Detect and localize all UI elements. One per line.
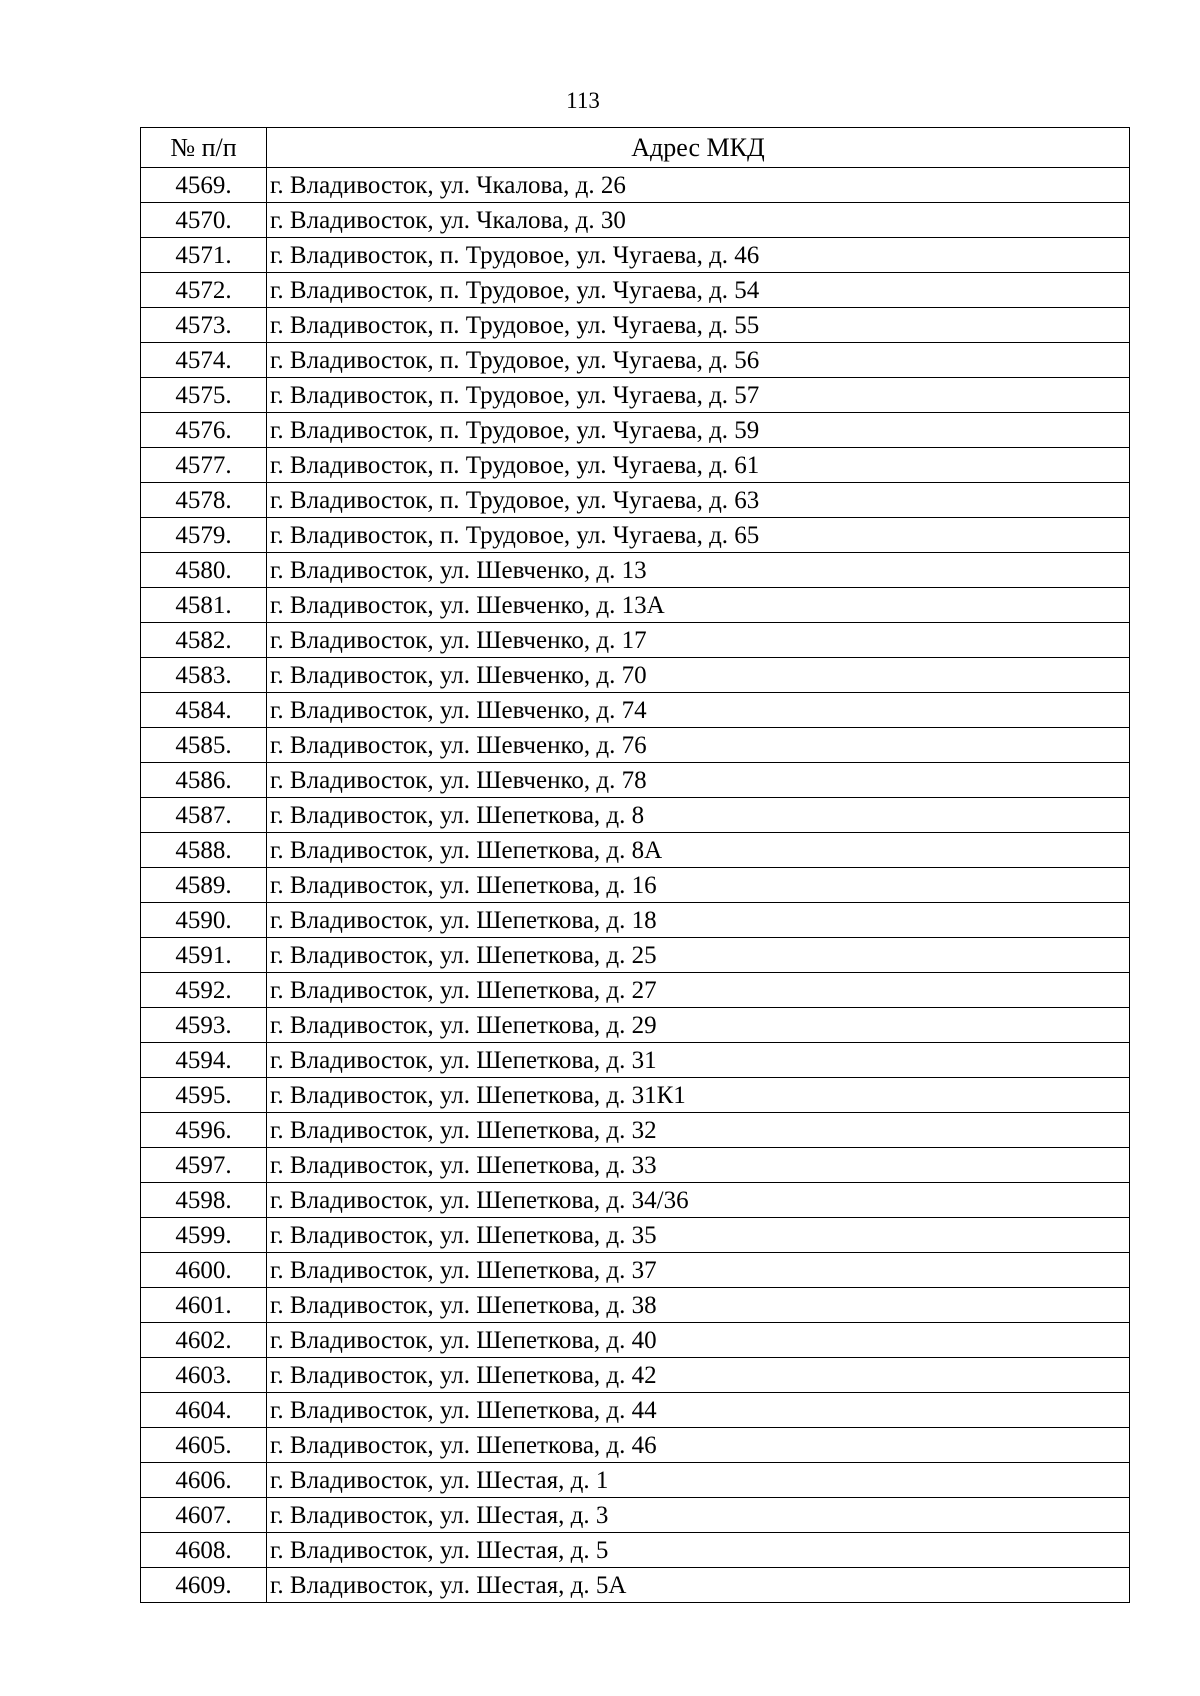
row-address: г. Владивосток, ул. Шепеткова, д. 46 [267, 1428, 1130, 1463]
row-number: 4578. [141, 483, 267, 518]
table-header-row [141, 128, 1130, 168]
row-number: 4570. [141, 203, 267, 238]
row-number: 4586. [141, 763, 267, 798]
row-number: 4581. [141, 588, 267, 623]
table-row [141, 1498, 1130, 1533]
row-address: г. Владивосток, ул. Шепеткова, д. 31К1 [267, 1078, 1130, 1113]
row-address: г. Владивосток, ул. Шевченко, д. 13 [267, 553, 1130, 588]
table-row [141, 868, 1130, 903]
table-row [141, 1043, 1130, 1078]
row-number: 4575. [141, 378, 267, 413]
row-number: 4580. [141, 553, 267, 588]
table-row [141, 1393, 1130, 1428]
table-row [141, 798, 1130, 833]
row-address: г. Владивосток, ул. Шевченко, д. 13А [267, 588, 1130, 623]
row-address: г. Владивосток, ул. Шестая, д. 5 [267, 1533, 1130, 1568]
page-number: 113 [566, 88, 600, 113]
table-header [141, 128, 1130, 168]
table-row [141, 623, 1130, 658]
row-number: 4587. [141, 798, 267, 833]
row-number: 4572. [141, 273, 267, 308]
row-number: 4576. [141, 413, 267, 448]
table-row [141, 903, 1130, 938]
row-number: 4582. [141, 623, 267, 658]
table-row [141, 833, 1130, 868]
row-address: г. Владивосток, п. Трудовое, ул. Чугаева, д. 59 [267, 413, 1130, 448]
row-number: 4569. [141, 168, 267, 203]
row-address: г. Владивосток, ул. Чкалова, д. 30 [267, 203, 1130, 238]
row-number: 4608. [141, 1533, 267, 1568]
row-address: г. Владивосток, ул. Шепеткова, д. 33 [267, 1148, 1130, 1183]
row-number: 4604. [141, 1393, 267, 1428]
table-row [141, 1533, 1130, 1568]
row-number: 4602. [141, 1323, 267, 1358]
row-address: г. Владивосток, ул. Шевченко, д. 74 [267, 693, 1130, 728]
table-row [141, 588, 1130, 623]
row-number: 4574. [141, 343, 267, 378]
table-row [141, 693, 1130, 728]
row-number: 4594. [141, 1043, 267, 1078]
table-row [141, 483, 1130, 518]
row-number: 4607. [141, 1498, 267, 1533]
row-address: г. Владивосток, ул. Шевченко, д. 70 [267, 658, 1130, 693]
table-row [141, 448, 1130, 483]
table-row [141, 728, 1130, 763]
column-header-number: № п/п [141, 128, 267, 168]
row-number: 4606. [141, 1463, 267, 1498]
row-address: г. Владивосток, ул. Шепеткова, д. 32 [267, 1113, 1130, 1148]
table-row [141, 1463, 1130, 1498]
row-number: 4589. [141, 868, 267, 903]
table-row [141, 518, 1130, 553]
table-body [141, 168, 1130, 1603]
table-row [141, 1323, 1130, 1358]
row-address: г. Владивосток, ул. Шепеткова, д. 29 [267, 1008, 1130, 1043]
row-address: г. Владивосток, ул. Шепеткова, д. 31 [267, 1043, 1130, 1078]
row-number: 4571. [141, 238, 267, 273]
row-address: г. Владивосток, ул. Чкалова, д. 26 [267, 168, 1130, 203]
row-address: г. Владивосток, п. Трудовое, ул. Чугаева, д. 63 [267, 483, 1130, 518]
table-row [141, 1148, 1130, 1183]
row-number: 4609. [141, 1568, 267, 1603]
row-number: 4592. [141, 973, 267, 1008]
row-address: г. Владивосток, ул. Шепеткова, д. 42 [267, 1358, 1130, 1393]
row-address: г. Владивосток, п. Трудовое, ул. Чугаева, д. 46 [267, 238, 1130, 273]
table-row [141, 273, 1130, 308]
table-row [141, 1008, 1130, 1043]
row-number: 4591. [141, 938, 267, 973]
table-row [141, 238, 1130, 273]
row-number: 4593. [141, 1008, 267, 1043]
table-row [141, 203, 1130, 238]
row-address: г. Владивосток, ул. Шепеткова, д. 25 [267, 938, 1130, 973]
table-row [141, 938, 1130, 973]
row-number: 4598. [141, 1183, 267, 1218]
row-address: г. Владивосток, п. Трудовое, ул. Чугаева, д. 61 [267, 448, 1130, 483]
row-number: 4595. [141, 1078, 267, 1113]
row-number: 4600. [141, 1253, 267, 1288]
row-address: г. Владивосток, ул. Шевченко, д. 78 [267, 763, 1130, 798]
row-number: 4588. [141, 833, 267, 868]
row-address: г. Владивосток, п. Трудовое, ул. Чугаева, д. 65 [267, 518, 1130, 553]
table-row [141, 343, 1130, 378]
mkd-address-table [140, 127, 1130, 1603]
table-row [141, 658, 1130, 693]
table-row [141, 308, 1130, 343]
row-address: г. Владивосток, ул. Шепеткова, д. 8 [267, 798, 1130, 833]
table-row [141, 168, 1130, 203]
table-row [141, 413, 1130, 448]
row-address: г. Владивосток, ул. Шепеткова, д. 44 [267, 1393, 1130, 1428]
row-address: г. Владивосток, ул. Шепеткова, д. 27 [267, 973, 1130, 1008]
row-number: 4597. [141, 1148, 267, 1183]
page-number-container [0, 86, 1200, 116]
table-row [141, 1183, 1130, 1218]
table-row [141, 1253, 1130, 1288]
table-row [141, 378, 1130, 413]
row-number: 4596. [141, 1113, 267, 1148]
row-address: г. Владивосток, п. Трудовое, ул. Чугаева, д. 55 [267, 308, 1130, 343]
row-address: г. Владивосток, ул. Шепеткова, д. 34/36 [267, 1183, 1130, 1218]
table-row [141, 1288, 1130, 1323]
row-address: г. Владивосток, ул. Шевченко, д. 17 [267, 623, 1130, 658]
table-row [141, 1568, 1130, 1603]
table-row [141, 973, 1130, 1008]
row-address: г. Владивосток, ул. Шепеткова, д. 18 [267, 903, 1130, 938]
table-row [141, 1078, 1130, 1113]
row-address: г. Владивосток, ул. Шестая, д. 5А [267, 1568, 1130, 1603]
row-number: 4599. [141, 1218, 267, 1253]
row-address: г. Владивосток, ул. Шевченко, д. 76 [267, 728, 1130, 763]
table-row [141, 1218, 1130, 1253]
row-address: г. Владивосток, ул. Шестая, д. 3 [267, 1498, 1130, 1533]
row-number: 4583. [141, 658, 267, 693]
table-row [141, 1358, 1130, 1393]
row-number: 4585. [141, 728, 267, 763]
row-address: г. Владивосток, п. Трудовое, ул. Чугаева, д. 54 [267, 273, 1130, 308]
row-address: г. Владивосток, ул. Шестая, д. 1 [267, 1463, 1130, 1498]
table-row [141, 763, 1130, 798]
row-address: г. Владивосток, п. Трудовое, ул. Чугаева, д. 57 [267, 378, 1130, 413]
row-address: г. Владивосток, ул. Шепеткова, д. 16 [267, 868, 1130, 903]
row-number: 4605. [141, 1428, 267, 1463]
row-number: 4590. [141, 903, 267, 938]
row-address: г. Владивосток, ул. Шепеткова, д. 35 [267, 1218, 1130, 1253]
row-number: 4603. [141, 1358, 267, 1393]
row-number: 4577. [141, 448, 267, 483]
row-address: г. Владивосток, п. Трудовое, ул. Чугаева, д. 56 [267, 343, 1130, 378]
row-number: 4601. [141, 1288, 267, 1323]
table-row [141, 553, 1130, 588]
row-address: г. Владивосток, ул. Шепеткова, д. 40 [267, 1323, 1130, 1358]
table-row [141, 1428, 1130, 1463]
row-address: г. Владивосток, ул. Шепеткова, д. 38 [267, 1288, 1130, 1323]
column-header-address: Адрес МКД [267, 128, 1130, 168]
row-address: г. Владивосток, ул. Шепеткова, д. 37 [267, 1253, 1130, 1288]
row-number: 4573. [141, 308, 267, 343]
table-row [141, 1113, 1130, 1148]
row-address: г. Владивосток, ул. Шепеткова, д. 8А [267, 833, 1130, 868]
row-number: 4584. [141, 693, 267, 728]
row-number: 4579. [141, 518, 267, 553]
